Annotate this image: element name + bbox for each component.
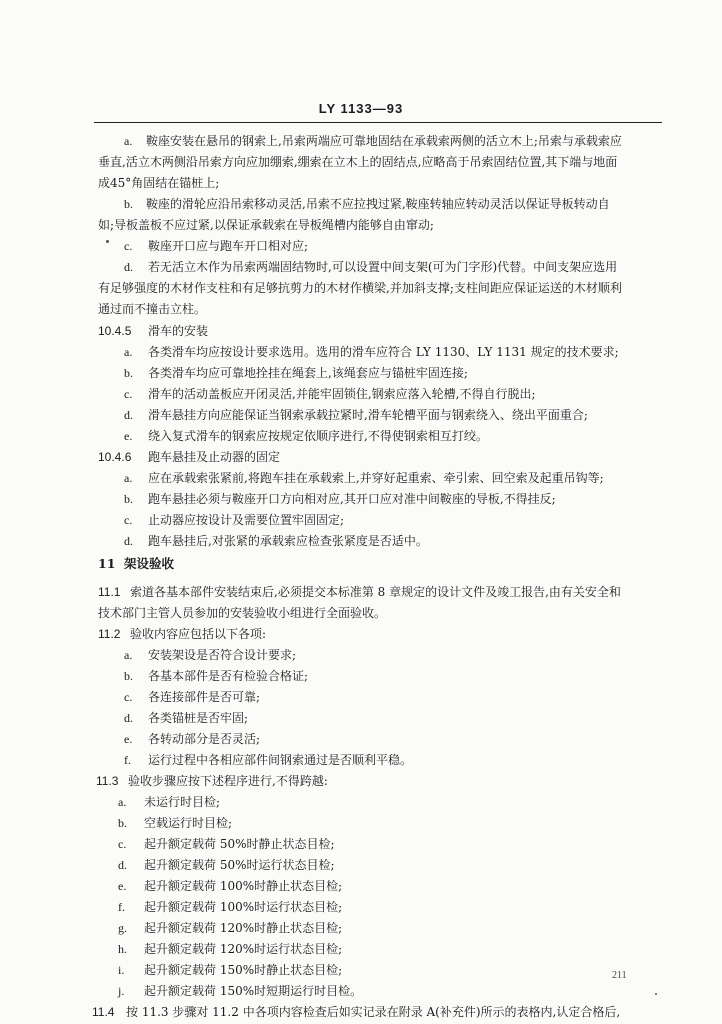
paragraph-line: 成45°角固结在锚桩上; bbox=[98, 176, 220, 190]
item-marker: b. bbox=[118, 816, 127, 830]
item-marker: a. bbox=[124, 134, 133, 148]
item-marker: d. bbox=[118, 858, 127, 872]
item-marker: c. bbox=[124, 513, 133, 527]
list-item: 绕入复式滑车的钢索应按规定依顺序进行,不得使钢索相互打绞。 bbox=[148, 429, 488, 443]
paragraph-line: 通过而不撞击立柱。 bbox=[98, 302, 207, 316]
list-item: 起升额定载荷 150%时静止状态目检; bbox=[144, 963, 343, 977]
item-marker: a. bbox=[124, 345, 133, 359]
item-marker: b. bbox=[124, 366, 133, 380]
section-title: 滑车的安装 bbox=[148, 324, 209, 338]
section-number: 10.4.6 bbox=[98, 450, 132, 464]
list-item: 起升额定载荷 100%时静止状态目检; bbox=[144, 879, 343, 893]
item-marker: a. bbox=[118, 795, 127, 809]
paragraph-line: 鞍座开口应与跑车开口相对应; bbox=[148, 239, 309, 253]
section-number: 11.3 bbox=[96, 774, 119, 788]
section-number: 10.4.5 bbox=[98, 324, 132, 338]
item-marker: a. bbox=[124, 471, 133, 485]
list-item: 各基本部件是否有检验合格证; bbox=[148, 669, 309, 683]
item-marker: d. bbox=[124, 408, 133, 422]
list-item: 滑车的活动盖板应开闭灵活,并能牢固锁住,钢索应落入轮槽,不得自行脱出; bbox=[148, 387, 536, 401]
item-marker: b. bbox=[124, 492, 133, 506]
scan-speck bbox=[106, 240, 109, 243]
paragraph-line: 鞍座安装在悬吊的钢索上,吊索两端应可靠地固结在承载索两侧的活立木上;吊索与承载索应 bbox=[146, 134, 622, 148]
item-marker: b. bbox=[124, 197, 133, 211]
item-marker: e. bbox=[124, 429, 133, 443]
page-number: 211 bbox=[612, 970, 627, 981]
section-title: 验收步骤应按下述程序进行,不得跨越: bbox=[128, 774, 328, 788]
list-item: 安装架设是否符合设计要求; bbox=[148, 648, 297, 662]
list-item: 起升额定载荷 100%时运行状态目检; bbox=[144, 900, 343, 914]
item-marker: f. bbox=[124, 753, 131, 767]
paragraph-line: 鞍座的滑轮应沿吊索移动灵活,吊索不应拉拽过紧,鞍座转轴应转动灵活以保证导板转动自 bbox=[146, 197, 610, 211]
item-marker: a. bbox=[124, 648, 133, 662]
section-title: 跑车悬挂及止动器的固定 bbox=[148, 450, 281, 464]
section-number: 11.2 bbox=[98, 627, 121, 641]
list-item: 各转动部分是否灵活; bbox=[148, 732, 261, 746]
item-marker: d. bbox=[124, 260, 133, 274]
item-marker: b. bbox=[124, 669, 133, 683]
list-item: 起升额定载荷 120%时运行状态目检; bbox=[144, 942, 343, 956]
paragraph-line: 若无活立木作为吊索两端固结物时,可以设置中间支架(可为门字形)代替。中间支架应选用 bbox=[148, 260, 618, 274]
item-marker: i. bbox=[118, 963, 125, 977]
paragraph-line: 技术部门主管人员参加的安装验收小组进行全面验收。 bbox=[98, 606, 387, 620]
item-marker: c. bbox=[124, 387, 133, 401]
section-number: 11.1 bbox=[98, 585, 121, 599]
list-item: 起升额定载荷 150%时短期运行时目检。 bbox=[144, 984, 363, 998]
item-marker: c. bbox=[124, 690, 133, 704]
list-item: 起升额定载荷 120%时静止状态目检; bbox=[144, 921, 343, 935]
section-title: 验收内容应包括以下各项: bbox=[130, 627, 267, 641]
list-item: 应在承载索张紧前,将跑车挂在承载索上,并穿好起重索、牵引索、回空索及起重吊钩等; bbox=[148, 471, 604, 485]
list-item: 运行过程中各相应部件间钢索通过是否顺利平稳。 bbox=[148, 753, 413, 767]
chapter-title: 架设验收 bbox=[124, 556, 175, 571]
list-item: 跑车悬挂后,对张紧的承载索应检查张紧度是否适中。 bbox=[148, 534, 428, 548]
item-marker: h. bbox=[118, 942, 127, 956]
item-marker: c. bbox=[124, 239, 133, 253]
section-number: 11.4 bbox=[92, 1005, 115, 1019]
item-marker: c. bbox=[118, 837, 127, 851]
paragraph-line: 索道各基本部件安装结束后,必须提交本标准第 8 章规定的设计文件及竣工报告,由有关安全和 bbox=[130, 585, 621, 599]
list-item: 起升额定载荷 50%时静止状态目检; bbox=[144, 837, 335, 851]
list-item: 空载运行时目检; bbox=[144, 816, 233, 830]
list-item: 各类锚桩是否牢固; bbox=[148, 711, 249, 725]
chapter-number: 11 bbox=[98, 556, 116, 571]
item-marker: f. bbox=[118, 900, 125, 914]
item-marker: d. bbox=[124, 534, 133, 548]
item-marker: e. bbox=[124, 732, 133, 746]
list-item: 跑车悬挂必须与鞍座开口方向相对应,其开口应对准中间鞍座的导板,不得挂反; bbox=[148, 492, 556, 506]
list-item: 各连接部件是否可靠; bbox=[148, 690, 261, 704]
scan-speck bbox=[655, 993, 657, 995]
running-header: LY 1133—93 bbox=[318, 101, 404, 116]
list-item: 各类滑车均应可靠地拴挂在绳套上,该绳套应与锚桩牢固连接; bbox=[148, 366, 468, 380]
item-marker: d. bbox=[124, 711, 133, 725]
header-rule bbox=[94, 122, 662, 123]
paragraph-line: 如;导板盖板不应过紧,以保证承载索在导板绳槽内能够自由窜动; bbox=[98, 218, 434, 232]
list-item: 止动器应按设计及需要位置牢固固定; bbox=[148, 513, 345, 527]
paragraph-line: 垂直,活立木两侧沿吊索方向应加绷索,绷索在立木上的固结点,应略高于吊索固结位置,其下端与地面 bbox=[98, 155, 618, 169]
paragraph-line: 有足够强度的木材作支柱和有足够抗剪力的木材作横梁,并加斜支撑;支柱间距应保证运送的木材顺利 bbox=[98, 281, 622, 295]
item-marker: e. bbox=[118, 879, 127, 893]
item-marker: j. bbox=[118, 984, 125, 998]
list-item: 各类滑车均应按设计要求选用。选用的滑车应符合 LY 1130、LY 1131 规定的技术要求; bbox=[148, 345, 619, 359]
list-item: 滑车悬挂方向应能保证当钢索承载拉紧时,滑车轮槽平面与钢索绕入、绕出平面重合; bbox=[148, 408, 588, 422]
paragraph-line: 按 11.3 步骤对 11.2 中各项内容检查后如实记录在附录 A(补充件)所示的表格内,认定合格后, bbox=[126, 1005, 621, 1019]
item-marker: g. bbox=[118, 921, 127, 935]
list-item: 未运行时目检; bbox=[144, 795, 221, 809]
list-item: 起升额定载荷 50%时运行状态目检; bbox=[144, 858, 335, 872]
